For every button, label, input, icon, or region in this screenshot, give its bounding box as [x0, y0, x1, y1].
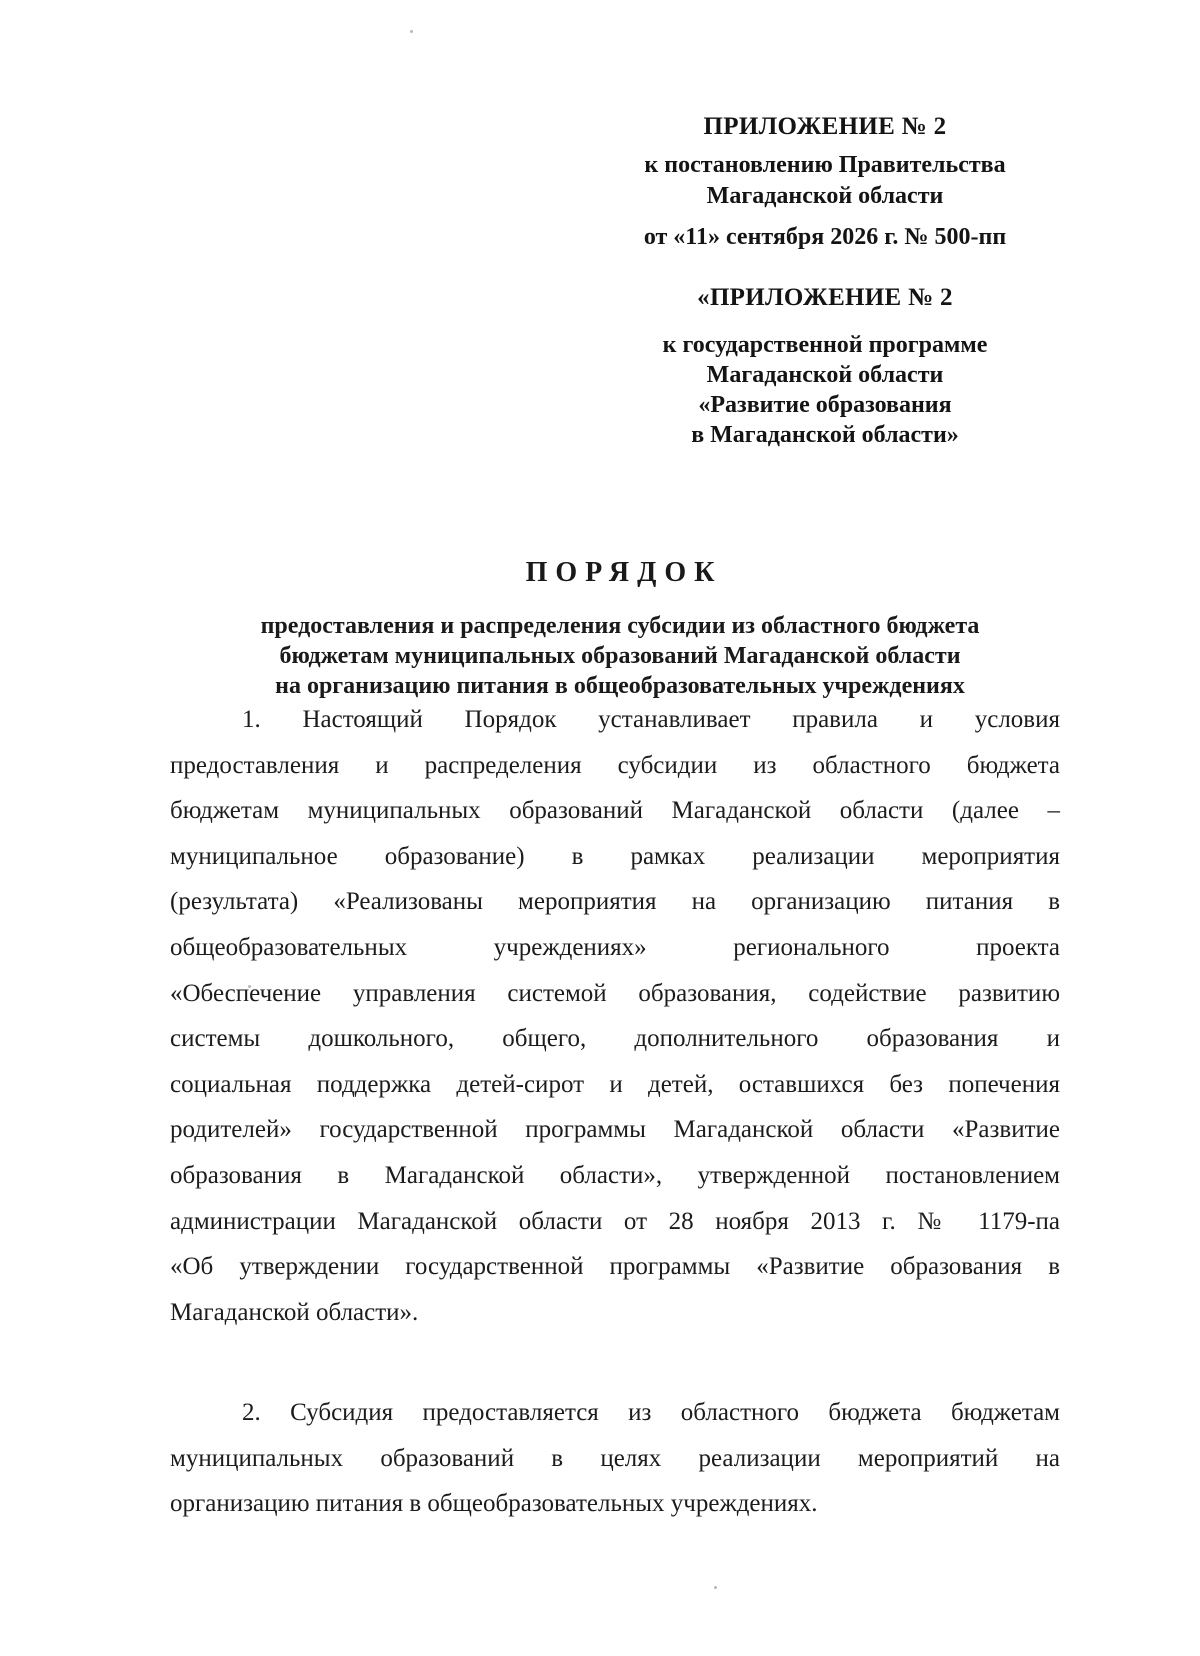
- annex-title: ПРИЛОЖЕНИЕ № 2: [703, 113, 947, 140]
- scan-speck: [714, 1586, 717, 1589]
- program-annex-line: «Развитие образования: [698, 392, 952, 418]
- paragraph-line: системы дошкольного, общего, дополнительного образования и: [170, 1025, 1060, 1053]
- annex-subtitle-line: Магаданской области: [706, 183, 944, 209]
- paragraph-line: предоставления и распределения субсидии из областного бюджета: [170, 751, 1060, 779]
- paragraph-line: образования в Магаданской области», утвержденной постановлением: [170, 1161, 1060, 1189]
- program-annex-line: в Магаданской области»: [691, 422, 959, 448]
- paragraph-line: администрации Магаданской области от 28 ноября 2013 г. № 1179-па: [170, 1207, 1060, 1235]
- annex-date-line: от «11» сентября 2026 г. № 500-пп: [643, 224, 1007, 250]
- order-title: ПОРЯДОК: [525, 557, 723, 588]
- paragraph-line: 1. Настоящий Порядок устанавливает правила и условия: [242, 706, 1060, 733]
- paragraph-line: социальная поддержка детей-сирот и детей, оставшихся без попечения: [170, 1070, 1060, 1098]
- paragraph-line: 2. Субсидия предоставляется из областного бюджета бюджетам: [242, 1399, 1060, 1426]
- order-subtitle-line: на организацию питания в общеобразовательных учреждениях: [275, 673, 965, 699]
- annex-subtitle-line: к постановлению Правительства: [644, 152, 1006, 178]
- scan-speck: [410, 30, 413, 33]
- program-annex-line: Магаданской области: [706, 362, 944, 388]
- paragraph-line: «Обеспечение управления системой образования, содействие развитию: [170, 979, 1060, 1007]
- paragraph-2: [170, 1390, 1060, 1527]
- paragraph-1: [170, 697, 1060, 1335]
- paragraph-line: Магаданской области».: [170, 1298, 419, 1326]
- order-subtitle-line: бюджетам муниципальных образований Магаданской области: [279, 643, 961, 669]
- annex-header: [600, 112, 1050, 253]
- program-annex-line: к государственной программе: [662, 332, 988, 358]
- program-annex-title: «ПРИЛОЖЕНИЕ № 2: [697, 284, 953, 311]
- paragraph-line: бюджетам муниципальных образований Магаданской области (далее –: [170, 797, 1060, 825]
- order-heading: [160, 555, 1080, 701]
- paragraph-line: родителей» государственной программы Магаданской области «Развитие: [170, 1116, 1060, 1144]
- paragraph-line: общеобразовательных учреждениях» регионального проекта: [170, 933, 1060, 961]
- paragraph-line: «Об утверждении государственной программы «Развитие образования в: [170, 1253, 1060, 1281]
- paragraph-line: муниципальных образований в целях реализации мероприятий на: [170, 1444, 1060, 1472]
- program-annex-header: [600, 283, 1050, 450]
- paragraph-line: организацию питания в общеобразовательных учреждениях.: [170, 1490, 818, 1518]
- paragraph-line: (результата) «Реализованы мероприятия на организацию питания в: [170, 888, 1060, 916]
- order-subtitle-line: предоставления и распределения субсидии из областного бюджета: [260, 613, 980, 639]
- paragraph-line: муниципальное образование) в рамках реализации мероприятия: [170, 842, 1060, 870]
